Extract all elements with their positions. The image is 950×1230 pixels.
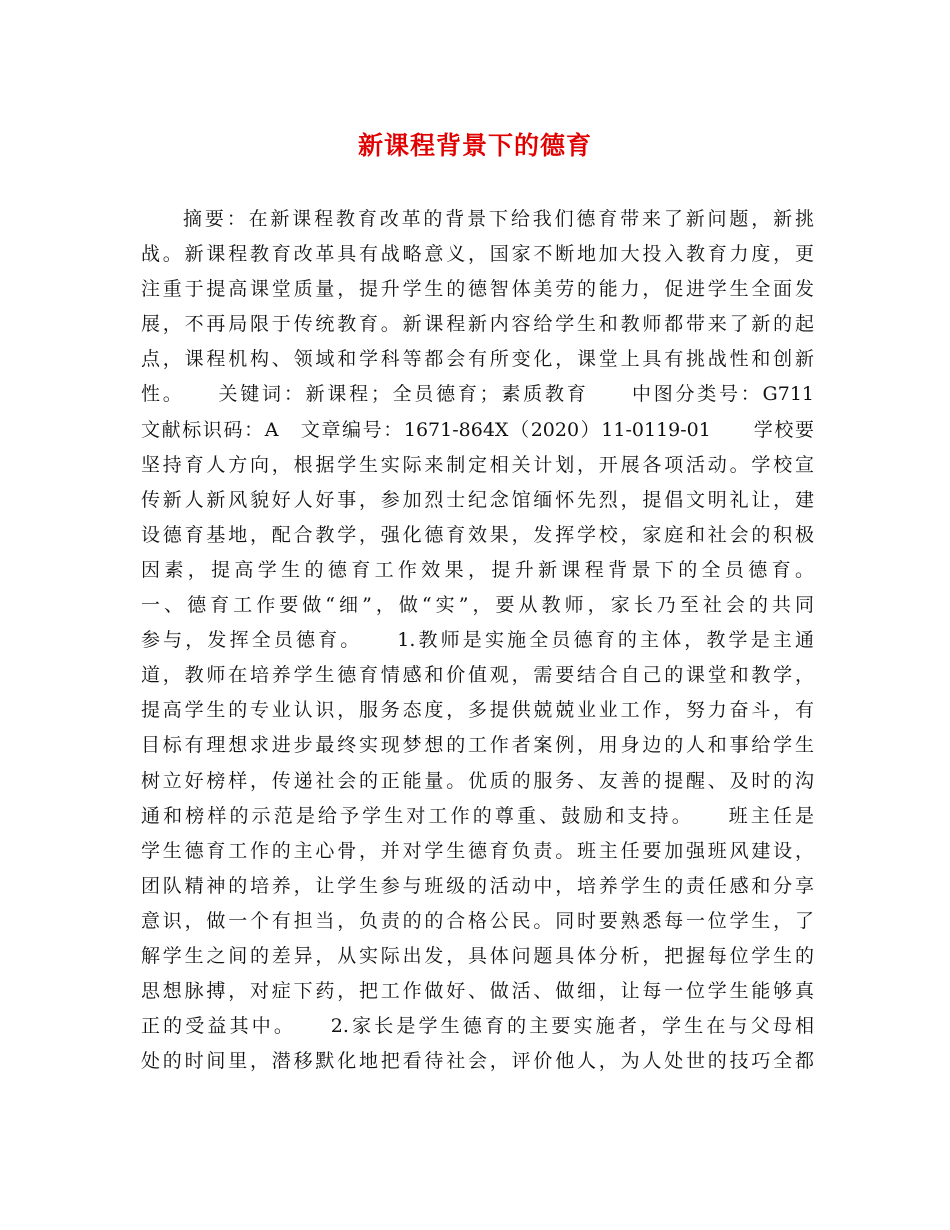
body-line: 解学生之间的差异，从实际出发，具体问题具体分析，把握每位学生的 — [141, 944, 814, 967]
body-line: 提高学生的专业认识，服务态度，多提供兢兢业业工作，努力奋斗，有 — [141, 699, 814, 722]
body-line: 文献标识码：A 文章编号：1671-864X（2020）11-0119-01 学校要 — [141, 418, 814, 441]
body-line: 点，课程机构、领域和学科等都会有所变化，课堂上具有挑战性和创新 — [141, 348, 814, 371]
body-line: 战。新课程教育改革具有战略意义，国家不断地加大投入教育力度，更 — [141, 243, 814, 266]
body-line: 目标有理想求进步最终实现梦想的工作者案例，用身边的人和事给学生 — [141, 734, 814, 757]
body-line: 处的时间里，潜移默化地把看待社会，评价他人，为人处世的技巧全都 — [141, 1050, 814, 1073]
body-line: 坚持育人方向，根据学生实际来制定相关计划，开展各项活动。学校宣 — [141, 453, 814, 476]
body-line: 一、德育工作要做“细”，做“实”，要从教师，家长乃至社会的共同 — [141, 594, 814, 617]
body-line: 思想脉搏，对症下药，把工作做好、做活、做细，让每一位学生能够真 — [141, 980, 814, 1003]
body-line: 传新人新风貌好人好事，参加烈士纪念馆缅怀先烈，提倡文明礼让，建 — [141, 488, 814, 511]
document-title: 新课程背景下的德育 — [357, 131, 592, 160]
body-line: 道，教师在培养学生德育情感和价值观，需要结合自己的课堂和教学， — [141, 664, 814, 687]
body-line: 摘要：在新课程教育改革的背景下给我们德育带来了新问题，新挑 — [183, 208, 814, 230]
body-line: 参与，发挥全员德育。 1.教师是实施全员德育的主体，教学是主通 — [141, 629, 814, 652]
body-line: 展，不再局限于传统教育。新课程新内容给学生和教师都带来了新的起 — [141, 313, 814, 336]
body-line: 通和榜样的示范是给予学生对工作的尊重、鼓励和支持。 班主任是 — [141, 804, 814, 827]
body-line: 树立好榜样，传递社会的正能量。优质的服务、友善的提醒、及时的沟 — [141, 769, 814, 792]
body-line: 团队精神的培养，让学生参与班级的活动中，培养学生的责任感和分享 — [141, 874, 814, 897]
document-body — [141, 202, 814, 1079]
body-line: 意识，做一个有担当，负责的的合格公民。同时要熟悉每一位学生，了 — [141, 909, 814, 932]
body-line: 学生德育工作的主心骨，并对学生德育负责。班主任要加强班风建设， — [141, 839, 814, 862]
body-line: 注重于提高课堂质量，提升学生的德智体美劳的能力，促进学生全面发 — [141, 278, 814, 301]
body-line: 性。 关键词：新课程；全员德育；素质教育 中图分类号：G711 — [141, 383, 814, 406]
body-line: 正的受益其中。 2.家长是学生德育的主要实施者，学生在与父母相 — [141, 1015, 814, 1038]
body-line: 因素，提高学生的德育工作效果，提升新课程背景下的全员德育。 — [141, 558, 814, 581]
body-line: 设德育基地，配合教学，强化德育效果，发挥学校，家庭和社会的积极 — [141, 523, 814, 546]
